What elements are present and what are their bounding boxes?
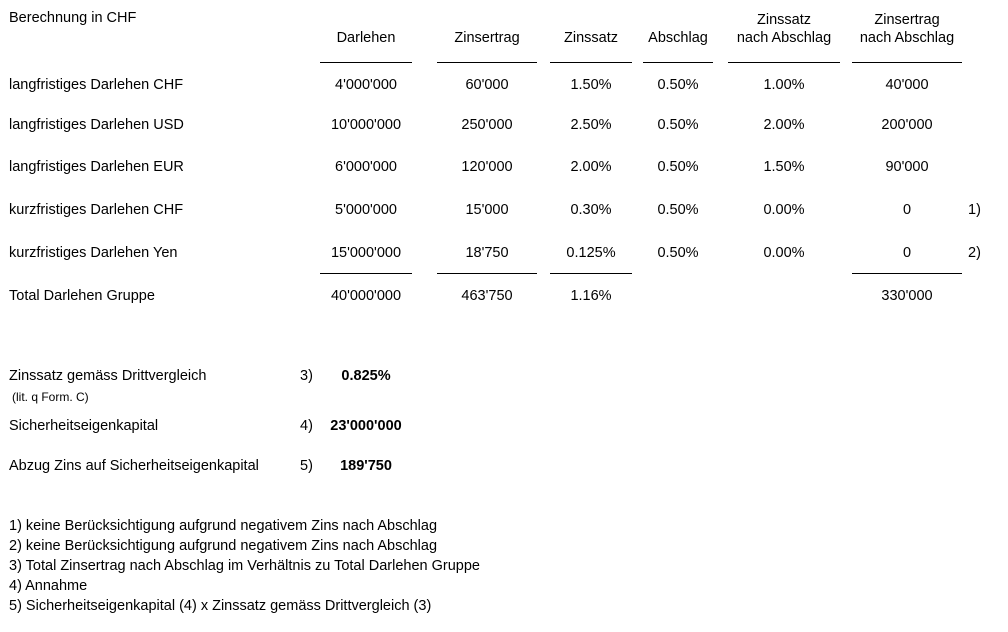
total-label: Total Darlehen Gruppe (9, 288, 155, 304)
cell-abschlag: 0.50% (657, 117, 699, 133)
total-rule (437, 273, 537, 274)
cell-darlehen: 15'000'000 (330, 245, 402, 261)
footnote: 1) keine Berücksichtigung aufgrund negativem Zins nach Abschlag (9, 518, 438, 534)
col-header-zinsertrag: Zinsertrag (454, 30, 520, 46)
cell-zinssatz: 0.30% (570, 202, 612, 218)
cell-zinssatz-nach: 0.00% (763, 202, 805, 218)
cell-abschlag: 0.50% (657, 202, 699, 218)
cell-zinsertrag: 60'000 (465, 77, 509, 93)
summary-ref: 5) (300, 458, 313, 474)
header-rule (550, 62, 632, 63)
header-rule (437, 62, 537, 63)
summary-label: Zinssatz gemäss Drittvergleich (9, 368, 207, 384)
cell-zinssatz: 2.00% (570, 159, 612, 175)
footnote: 2) keine Berücksichtigung aufgrund negativem Zins nach Abschlag (9, 538, 438, 554)
cell-zinsertrag: 120'000 (461, 159, 513, 175)
row-label: langfristiges Darlehen EUR (9, 159, 184, 175)
cell-zinsertrag-nach: 40'000 (885, 77, 929, 93)
cell-zinssatz-nach: 2.00% (763, 117, 805, 133)
footnote: 5) Sicherheitseigenkapital (4) x Zinssatz gemäss Drittvergleich (3) (9, 598, 432, 614)
cell-zinssatz: 1.50% (570, 77, 612, 93)
cell-zinssatz: 2.50% (570, 117, 612, 133)
total-zinssatz: 1.16% (570, 288, 612, 304)
cell-zinsertrag: 18'750 (465, 245, 509, 261)
row-label: langfristiges Darlehen CHF (9, 77, 184, 93)
cell-zinssatz: 0.125% (566, 245, 616, 261)
footnote: 4) Annahme (9, 578, 88, 594)
row-note: 1) (968, 202, 981, 218)
cell-zinsertrag-nach: 0 (902, 245, 912, 261)
page-title: Berechnung in CHF (9, 10, 137, 26)
footnote: 3) Total Zinsertrag nach Abschlag im Verhältnis zu Total Darlehen Gruppe (9, 558, 480, 574)
total-rule (852, 273, 962, 274)
cell-zinsertrag-nach: 90'000 (885, 159, 929, 175)
summary-label: Sicherheitseigenkapital (9, 418, 159, 434)
cell-darlehen: 10'000'000 (330, 117, 402, 133)
header-rule (643, 62, 713, 63)
col-header-zinsertrag-nach-abschlag: Zinsertrag nach Abschlag (859, 12, 955, 46)
header-rule (852, 62, 962, 63)
col-header-abschlag: Abschlag (648, 30, 708, 46)
cell-abschlag: 0.50% (657, 245, 699, 261)
row-label: kurzfristiges Darlehen Yen (9, 245, 178, 261)
cell-zinssatz-nach: 1.50% (763, 159, 805, 175)
cell-zinsertrag-nach: 0 (902, 202, 912, 218)
cell-darlehen: 5'000'000 (335, 202, 397, 218)
cell-zinsertrag-nach: 200'000 (881, 117, 933, 133)
total-zinsertrag-nach: 330'000 (881, 288, 933, 304)
cell-darlehen: 6'000'000 (335, 159, 397, 175)
summary-value: 189'750 (340, 458, 392, 474)
cell-abschlag: 0.50% (657, 159, 699, 175)
summary-ref: 3) (300, 368, 313, 384)
total-rule (320, 273, 412, 274)
summary-sublabel: (lit. q Form. C) (12, 390, 89, 404)
summary-value: 0.825% (341, 368, 391, 384)
col-header-darlehen: Darlehen (336, 30, 396, 46)
col-header-zinssatz-nach-abschlag: Zinssatz nach Abschlag (736, 12, 832, 46)
row-label: kurzfristiges Darlehen CHF (9, 202, 184, 218)
total-rule (550, 273, 632, 274)
cell-zinsertrag: 250'000 (461, 117, 513, 133)
cell-darlehen: 4'000'000 (335, 77, 397, 93)
cell-zinssatz-nach: 0.00% (763, 245, 805, 261)
cell-zinssatz-nach: 1.00% (763, 77, 805, 93)
total-darlehen: 40'000'000 (330, 288, 402, 304)
summary-value: 23'000'000 (330, 418, 402, 434)
header-rule (728, 62, 840, 63)
summary-ref: 4) (300, 418, 313, 434)
summary-label: Abzug Zins auf Sicherheitseigenkapital (9, 458, 259, 474)
cell-zinsertrag: 15'000 (465, 202, 509, 218)
col-header-zinssatz: Zinssatz (564, 30, 618, 46)
row-note: 2) (968, 245, 981, 261)
row-label: langfristiges Darlehen USD (9, 117, 184, 133)
cell-abschlag: 0.50% (657, 77, 699, 93)
header-rule (320, 62, 412, 63)
total-zinsertrag: 463'750 (461, 288, 513, 304)
